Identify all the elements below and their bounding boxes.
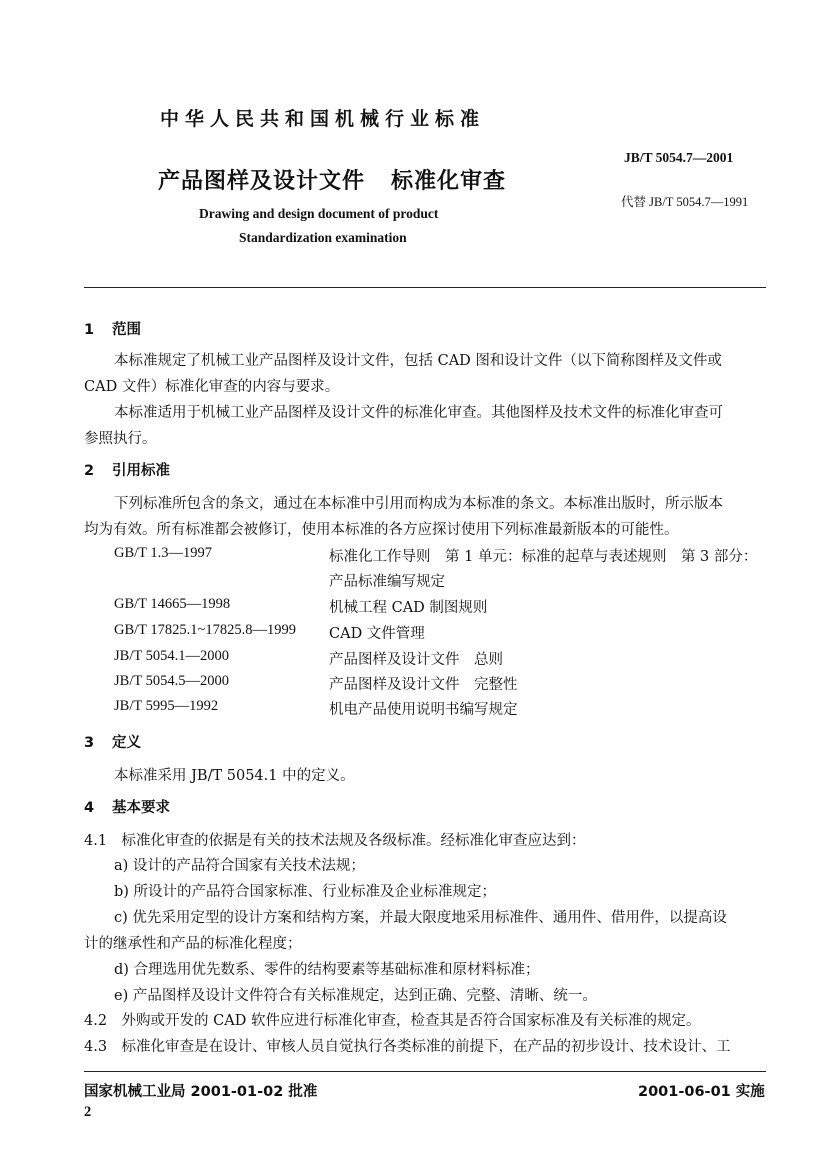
header-divider <box>84 287 766 288</box>
reference-title: 机电产品使用说明书编写规定 <box>329 702 518 718</box>
item-b: b) 所设计的产品符合国家标准、行业标准及企业标准规定； <box>114 884 497 900</box>
english-title-line-1: Drawing and design document of product <box>199 206 439 221</box>
standard-code: JB/T 5054.7—2001 <box>624 150 734 165</box>
document-title <box>158 164 506 195</box>
reference-title: 标准化工作导则 第 1 单元：标准的起草与表述规则 第 3 部分： <box>329 549 758 565</box>
item-a: a) 设计的产品符合国家有关技术法规； <box>114 858 365 874</box>
item-d: d) 合理选用优先数系、零件的结构要素等基础标准和原材料标准； <box>114 962 540 978</box>
section-title: 引用标准 <box>112 463 170 479</box>
section-1-para-2-line-2: 参照执行。 <box>84 431 157 447</box>
reference-title: 产品图样及设计文件 完整性 <box>329 677 518 693</box>
title-part-1: 产品图样及设计文件 <box>158 169 366 194</box>
approval-date: 国家机械工业局 2001-01-02 批准 <box>84 1084 318 1100</box>
reference-code: GB/T 1.3—1997 <box>114 545 213 561</box>
item-c-line-2: 计的继承性和产品的标准化程度； <box>84 936 302 952</box>
reference-code: JB/T 5995—1992 <box>114 698 219 714</box>
section-1-para-1-line-2: CAD 文件）标准化审查的内容与要求。 <box>84 379 340 395</box>
section-title: 基本要求 <box>112 800 170 816</box>
reference-code: GB/T 17825.1~17825.8—1999 <box>114 622 296 638</box>
reference-title: 产品图样及设计文件 总则 <box>329 652 503 668</box>
section-2-para-1-line-1: 下列标准所包含的条文，通过在本标准中引用而构成为本标准的条文。本标准出版时，所示版本 <box>114 496 723 512</box>
section-number: 2 <box>84 463 95 479</box>
reference-title-continued: 产品标准编写规定 <box>329 574 445 590</box>
section-1-para-1-line-1: 本标准规定了机械工业产品图样及设计文件，包括 CAD 图和设计文件（以下简称图样及文件或 <box>114 353 722 369</box>
section-4-heading <box>84 796 170 817</box>
issuing-organization: 中华人民共和国机械行业标准 <box>160 108 486 130</box>
section-number: 4 <box>84 800 95 816</box>
section-1-heading <box>84 318 141 339</box>
title-part-2: 标准化审查 <box>391 169 507 194</box>
clause-4-3: 4.3 标准化审查是在设计、审核人员自觉执行各类标准的前提下，在产品的初步设计、技术设计、工 <box>84 1039 731 1055</box>
footer-divider <box>84 1071 766 1072</box>
item-e: e) 产品图样及设计文件符合有关标准规定，达到正确、完整、清晰、统一。 <box>114 988 597 1004</box>
section-title: 范围 <box>112 322 141 338</box>
reference-code: JB/T 5054.5—2000 <box>114 673 229 689</box>
section-2-para-1-line-2: 均为有效。所有标准都会被修订，使用本标准的各方应探讨使用下列标准最新版本的可能性。 <box>84 522 679 538</box>
reference-code: JB/T 5054.1—2000 <box>114 648 229 664</box>
section-title: 定义 <box>112 735 141 751</box>
replaces-note: 代替 JB/T 5054.7—1991 <box>621 195 749 209</box>
section-number: 3 <box>84 735 95 751</box>
implementation-date: 2001-06-01 实施 <box>638 1084 765 1100</box>
section-number: 1 <box>84 322 95 338</box>
section-1-para-2-line-1: 本标准适用于机械工业产品图样及设计文件的标准化审查。其他图样及技术文件的标准化审查可 <box>114 405 723 421</box>
reference-title: 机械工程 CAD 制图规则 <box>329 600 488 616</box>
section-3-heading <box>84 731 141 752</box>
item-c-line-1: c) 优先采用定型的设计方案和结构方案，并最大限度地采用标准件、通用件、借用件，以提高设 <box>114 910 727 926</box>
section-2-heading <box>84 459 170 480</box>
section-3-para-1: 本标准采用 JB/T 5054.1 中的定义。 <box>114 768 355 784</box>
page-number: 2 <box>84 1104 92 1120</box>
reference-title: CAD 文件管理 <box>329 626 425 642</box>
reference-code: GB/T 14665—1998 <box>114 596 231 612</box>
clause-4-1: 4.1 标准化审查的依据是有关的技术法规及各级标准。经标准化审查应达到： <box>84 833 586 849</box>
english-title-line-2: Standardization examination <box>239 230 407 245</box>
clause-4-2: 4.2 外购或开发的 CAD 软件应进行标准化审查，检查其是否符合国家标准及有关标准的规定。 <box>84 1013 701 1029</box>
